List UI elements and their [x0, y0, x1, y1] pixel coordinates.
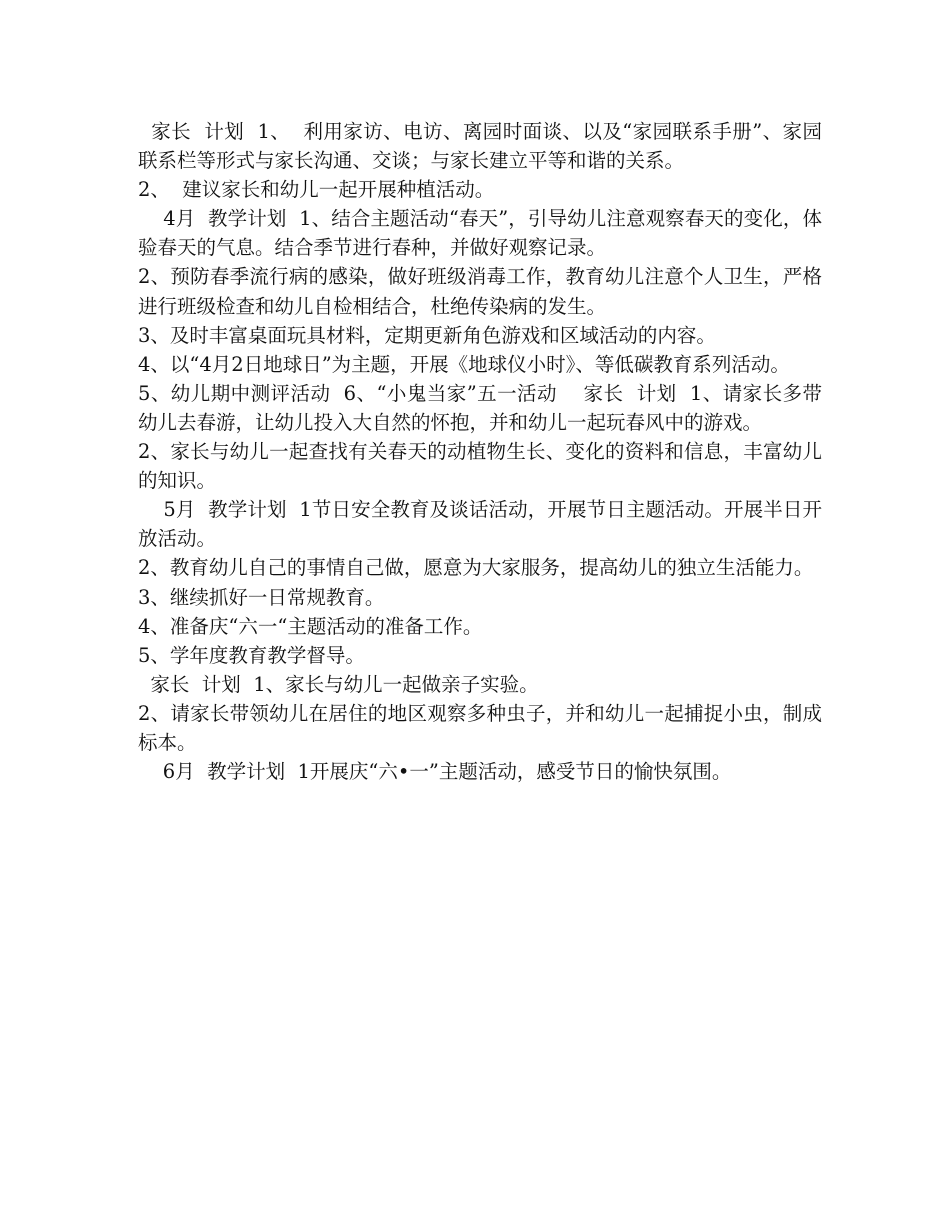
- paragraph: 2、预防春季流行病的感染，做好班级消毒工作，教育幼儿注意个人卫生，严格进行班级检查和幼儿自检相结合，杜绝传染病的发生。: [138, 265, 822, 318]
- paragraph: 2、家长与幼儿一起查找有关春天的动植物生长、变化的资料和信息，丰富幼儿的知识。: [138, 440, 822, 493]
- paragraph: 4月 教学计划 1、结合主题活动“春天”，引导幼儿注意观察春天的变化，体验春天的气息。结合季节进行春种，并做好观察记录。: [138, 207, 822, 260]
- paragraph: 3、及时丰富桌面玩具材料，定期更新角色游戏和区域活动的内容。: [138, 323, 716, 347]
- paragraph: 2、 建议家长和幼儿一起开展种植活动。: [138, 178, 495, 202]
- paragraph: 家长 计划 1、家长与幼儿一起做亲子实验。: [138, 672, 539, 696]
- paragraph: 6月 教学计划 1开展庆“六•一”主题活动，感受节日的愉快氛围。: [138, 760, 732, 784]
- paragraph: 5、幼儿期中测评活动 6、“小鬼当家”五一活动 家长 计划 1、请家长多带幼儿去春游，让幼儿投入大自然的怀抱，并和幼儿一起玩春风中的游戏。: [138, 381, 822, 434]
- paragraph: 家长 计划 1、 利用家访、电访、离园时面谈、以及“家园联系手册”、家园联系栏等形式与家长沟通、交谈；与家长建立平等和谐的关系。: [138, 120, 822, 173]
- paragraph: 3、继续抓好一日常规教育。: [138, 585, 385, 609]
- paragraph: 2、请家长带领幼儿在居住的地区观察多种虫子，并和幼儿一起捕捉小虫，制成标本。: [138, 701, 822, 754]
- paragraph: 5、学年度教育教学督导。: [138, 643, 365, 667]
- paragraph: 4、准备庆“六一“主题活动的准备工作。: [138, 614, 483, 638]
- document-page: [138, 117, 822, 786]
- paragraph: 5月 教学计划 1节日安全教育及谈话活动，开展节日主题活动。开展半日开放活动。: [138, 498, 823, 551]
- paragraph: 2、教育幼儿自己的事情自己做，愿意为大家服务，提高幼儿的独立生活能力。: [138, 556, 814, 580]
- paragraph: 4、以“4月2日地球日”为主题，开展《地球仪小时》、等低碳教育系列活动。: [138, 352, 790, 376]
